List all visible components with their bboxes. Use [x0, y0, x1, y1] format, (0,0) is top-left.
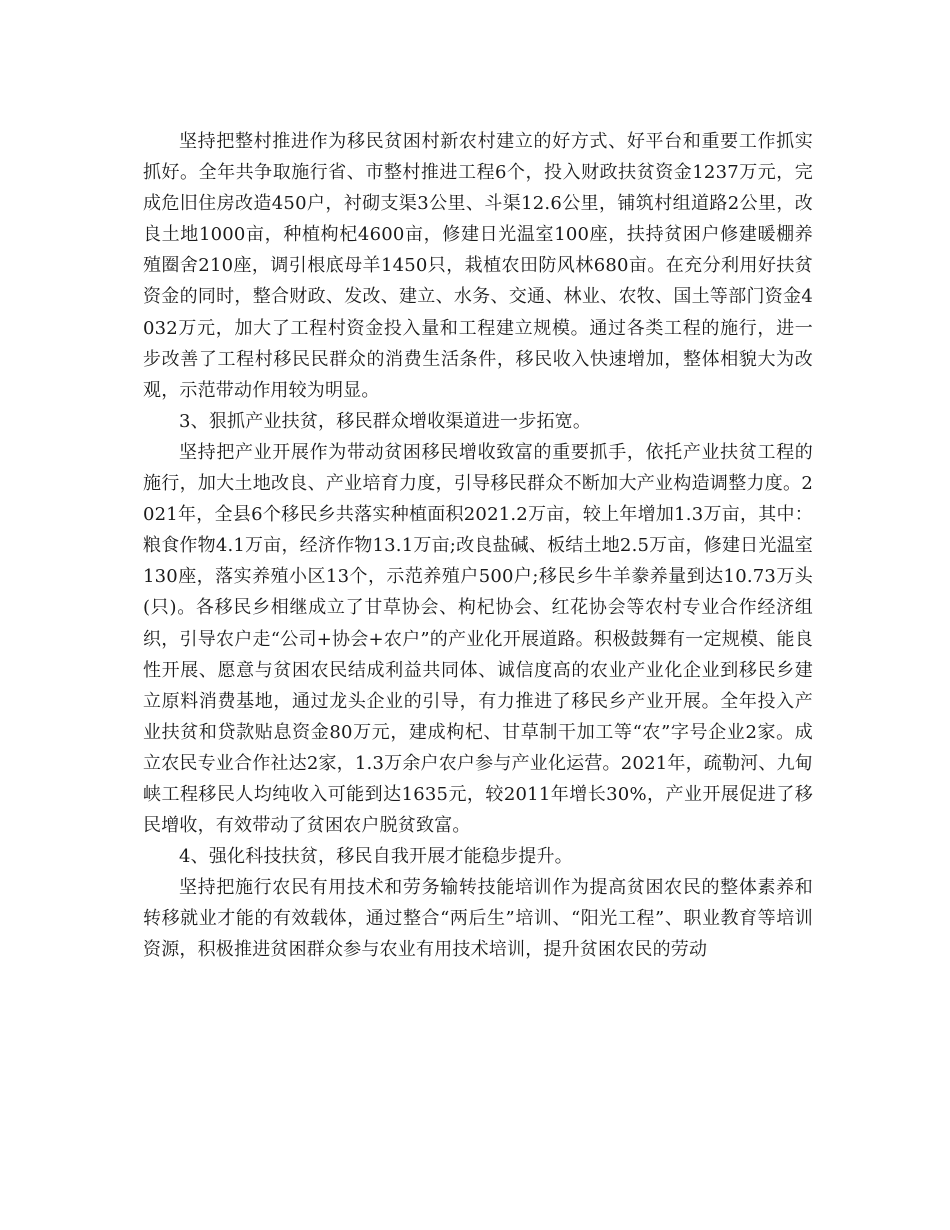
paragraph-village-promotion: 坚持把整村推进作为移民贫困村新农村建立的好方式、好平台和重要工作抓实抓好。全年共争取施行省、市整村推进工程6个，投入财政扶贫资金1237万元，完成危旧住房改造450户，衬砌支渠3公里、斗渠12.6公里，铺筑村组道路2公里，改良土地1000亩，种植枸杞4600亩，修建日光温室100座，扶持贫困户修建暖棚养殖圈舍210座，调引根底母羊1450只，栽植农田防风林680亩。在充分利用好扶贫资金的同时，整合财政、发改、建立、水务、交通、林业、农牧、国土等部门资金4032万元，加大了工程村资金投入量和工程建立规模。通过各类工程的施行，进一步改善了工程村移民民群众的消费生活条件，移民收入快速增加，整体相貌大为改观，示范带动作用较为明显。	[143, 131, 813, 401]
paragraph-skills-training: 坚持把施行农民有用技术和劳务输转技能培训作为提高贫困农民的整体素养和转移就业才能的有效载体，通过整合“两后生”培训、“阳光工程”、职业教育等培训资源，积极推进贫困群众参与农业有用技术培训，提升贫困农民的劳动	[143, 877, 813, 961]
section-heading-industry-poverty-relief: 3、狠抓产业扶贫，移民群众增收渠道进一步拓宽。	[179, 410, 592, 432]
paragraph-industry-development: 坚持把产业开展作为带动贫困移民增收致富的重要抓手，依托产业扶贫工程的施行，加大土地改良、产业培育力度，引导移民群众不断加大产业构造调整力度。2021年，全县6个移民乡共落实种植面积2021.2万亩，较上年增加1.3万亩，其中：粮食作物4.1万亩，经济作物13.1万亩;改良盐碱、板结土地2.5万亩，修建日光温室130座，落实养殖小区13个，示范养殖户500户;移民乡牛羊豢养量到达10.73万头(只)。各移民乡相继成立了甘草协会、枸杞协会、红花协会等农村专业合作经济组织，引导农户走“公司+协会+农户”的产业化开展道路。积极鼓舞有一定规模、能良性开展、愿意与贫困农民结成利益共同体、诚信度高的农业产业化企业到移民乡建立原料消费基地，通过龙头企业的引导，有力推进了移民乡产业开展。全年投入产业扶贫和贷款贴息资金80万元，建成枸杞、甘草制干加工等“农”字号企业2家。成立农民专业合作社达2家，1.3万余户农户参与产业化运营。2021年，疏勒河、九甸峡工程移民人均纯收入可能到达1635元，较2011年增长30%，产业开展促进了移民增收，有效带动了贫困农户脱贫致富。	[143, 441, 813, 837]
document-body	[143, 126, 813, 966]
section-heading-technology-poverty-relief: 4、强化科技扶贫，移民自我开展才能稳步提升。	[179, 846, 573, 868]
